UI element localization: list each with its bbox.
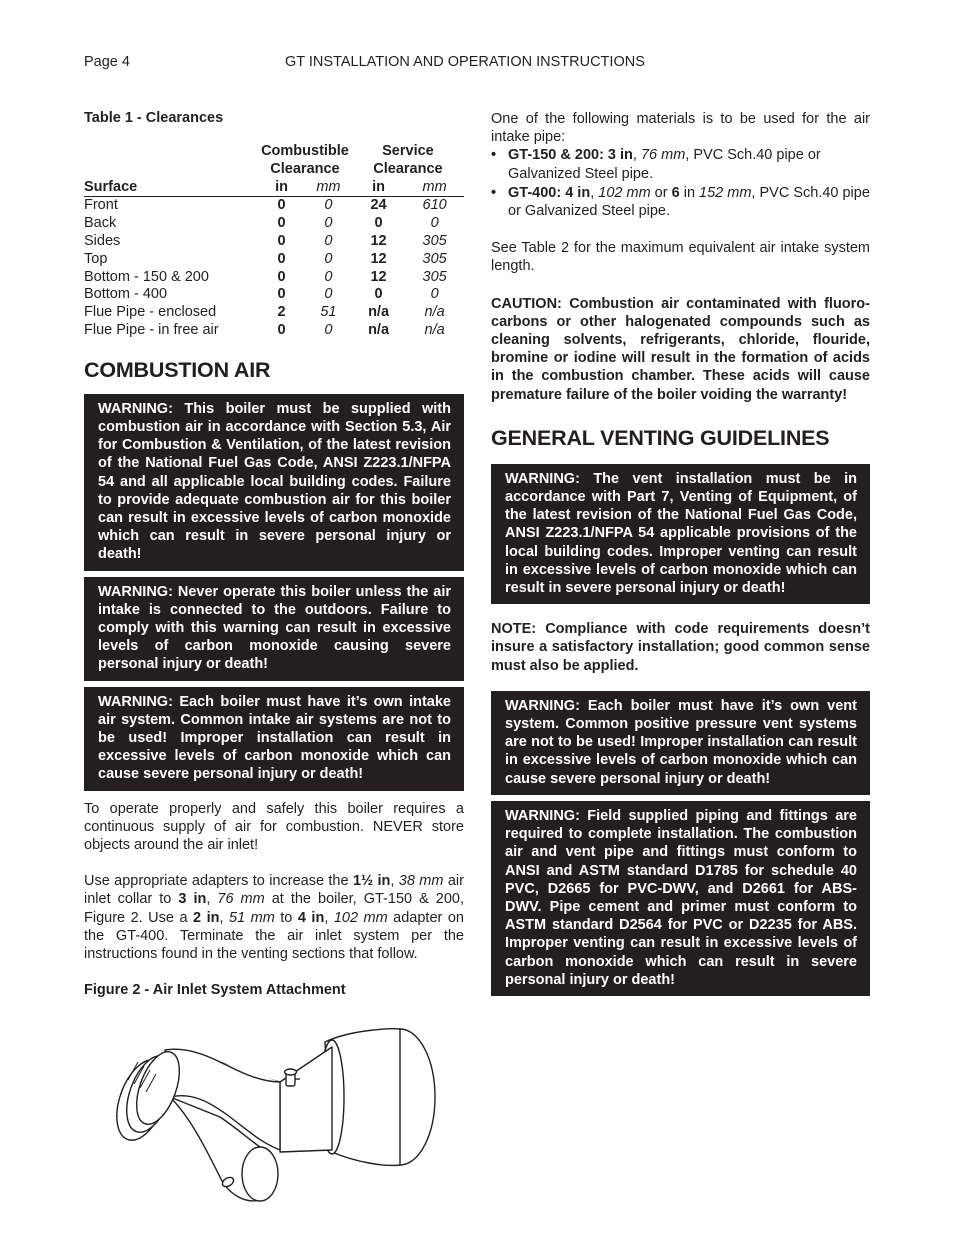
warning-box: WARNING: Never operate this boiler unless the air intake is connected to the outdoors. Failure to comply with this warning can result in excessive levels of carbon monoxide causing severe personal injury or death! <box>84 577 464 681</box>
combustible-mm-cell: 0 <box>324 215 333 232</box>
surface-cell: Flue Pipe - enclosed <box>84 304 217 321</box>
right-column <box>491 110 870 996</box>
unit-in-header: in <box>258 179 305 197</box>
combustible-in-cell: 0 <box>277 197 286 214</box>
adapter-paragraph: Use appropriate adapters to increase the 1½ in, 38 mm air inlet collar to 3 in, 76 mm at the boiler, GT-150 & 200, Figure 2. Use a 2 in, 51 mm to 4 in, 102 mm adapter on the GT-400. Terminate the air inlet system per the instructions found in the venting sections that follow. <box>84 873 464 963</box>
clearances-table <box>84 143 464 340</box>
page-number: Page 4 <box>84 54 130 70</box>
service-in-cell: n/a <box>368 321 390 338</box>
combustible-in-cell: 0 <box>277 321 286 338</box>
table-row <box>84 251 464 269</box>
combustible-mm-cell: 0 <box>324 250 333 267</box>
venting-heading: GENERAL VENTING GUIDELINES <box>491 425 830 450</box>
warning-box: WARNING: Field supplied piping and fittings are required to complete installation. The combustion air and vent pipe and fittings must conform to ANSI and ASTM standard D1785 for schedule 40 PVC, D2665 for PVC-DWV, and D2661 for ABS-DWV. Pipe cement and primer must conform to ASTM standard D2564 for PVC or D2235 for ABS. Improper venting can result in excessive levels of carbon monoxide which can result in severe personal injury or death! <box>491 801 870 996</box>
unit-mm-header: mm <box>405 179 464 197</box>
surface-cell: Bottom - 150 & 200 <box>84 268 209 285</box>
table-row <box>84 286 464 304</box>
combustible-mm-cell: 0 <box>324 268 333 285</box>
service-mm-cell: 305 <box>422 232 447 249</box>
note-paragraph: NOTE: Compliance with code requirements doesn’t insure a satisfactory installation; good common sense must also be applied. <box>491 621 870 674</box>
service-in-cell: n/a <box>368 304 390 321</box>
combustible-mm-cell: 51 <box>320 304 337 321</box>
materials-list <box>491 146 870 220</box>
service-in-cell: 12 <box>370 250 387 267</box>
surface-cell: Flue Pipe - in free air <box>84 321 219 338</box>
combustible-mm-cell: 0 <box>324 197 333 214</box>
list-item: • GT-150 & 200: 3 in, 76 mm, PVC Sch.40 pipe or Galvanized Steel pipe. <box>491 146 870 182</box>
table-row <box>84 197 464 215</box>
table-row <box>84 215 464 233</box>
document-title: GT INSTALLATION AND OPERATION INSTRUCTIONS <box>285 54 645 70</box>
combustible-mm-cell: 0 <box>324 232 333 249</box>
group1-line2: Clearance <box>270 160 340 177</box>
surface-header: Surface <box>84 179 258 197</box>
service-mm-cell: 305 <box>422 268 447 285</box>
service-mm-cell: 0 <box>430 215 439 232</box>
combustible-mm-cell: 0 <box>324 286 333 303</box>
service-mm-cell: n/a <box>424 304 445 321</box>
warning-box: WARNING: The vent installation must be in accordance with Part 7, Venting of Equipment, of the latest revision of the National Fuel Gas Code, ANSI Z223.1/NFPA 54 applicable provisions of the local building codes. Improper venting can result in excessive levels of carbon monoxide which can result in severe personal injury or death! <box>491 464 870 604</box>
table1-title: Table 1 - Clearances <box>84 110 224 126</box>
surface-cell: Front <box>84 197 118 214</box>
surface-cell: Bottom - 400 <box>84 286 168 303</box>
table-row <box>84 269 464 287</box>
group2-line1: Service <box>382 143 434 159</box>
surface-cell: Top <box>84 250 108 267</box>
combustible-in-cell: 0 <box>277 215 286 232</box>
table-row <box>84 304 464 322</box>
unit-mm-header: mm <box>305 179 352 197</box>
air-supply-paragraph: To operate properly and safely this boiler requires a continuous supply of air for combustion. NEVER store objects around the air inlet! <box>84 800 464 854</box>
service-mm-cell: n/a <box>424 321 445 338</box>
left-column <box>84 110 464 998</box>
combustible-in-cell: 0 <box>277 250 286 267</box>
combustible-mm-cell: 0 <box>324 321 333 338</box>
combustible-in-cell: 0 <box>277 268 286 285</box>
warning-box: WARNING: Each boiler must have it’s own intake air system. Common intake air systems are not to be used! Improper installation can result in excessive levels of carbon monoxide which can cause severe personal injury or death! <box>84 687 464 791</box>
service-in-cell: 0 <box>374 215 383 232</box>
table-row <box>84 233 464 251</box>
service-in-cell: 24 <box>370 197 387 214</box>
service-in-cell: 12 <box>370 232 387 249</box>
group1-line1: Combustible <box>261 143 349 159</box>
combustion-air-heading: COMBUSTION AIR <box>84 357 271 382</box>
service-in-cell: 12 <box>370 268 387 285</box>
group2-line2: Clearance <box>373 160 443 177</box>
surface-cell: Sides <box>84 232 121 249</box>
warning-box: WARNING: This boiler must be supplied with combustion air in accordance with Section 5.3, Air for Combustion & Ventilation, of the latest revision of the National Fuel Gas Code, ANSI Z223.1/NFPA 54 and all applicable local building codes. Failure to provide adequate combustion air for this boiler can result in excessive levels of carbon monoxide which can result in severe personal injury or death! <box>84 394 464 571</box>
air-inlet-attachment-drawing <box>110 1022 460 1212</box>
combustible-in-cell: 0 <box>277 286 286 303</box>
list-item: • GT-400: 4 in, 102 mm or 6 in 152 mm, PVC Sch.40 pipe or Galvanized Steel pipe. <box>491 184 870 220</box>
service-mm-cell: 305 <box>422 250 447 267</box>
figure-title: Figure 2 - Air Inlet System Attachment <box>84 982 346 999</box>
materials-intro: One of the following materials is to be used for the air intake pipe: <box>491 111 870 146</box>
service-in-cell: 0 <box>374 286 383 303</box>
combustible-in-cell: 0 <box>277 232 286 249</box>
service-mm-cell: 610 <box>422 197 447 214</box>
surface-cell: Back <box>84 215 117 232</box>
combustible-in-cell: 2 <box>277 304 286 321</box>
table-row <box>84 322 464 340</box>
see-table-paragraph: See Table 2 for the maximum equivalent air intake system length. <box>491 240 870 275</box>
warning-box: WARNING: Each boiler must have it’s own vent system. Common positive pressure vent systems are not to be used! Improper installation can result in excessive levels of carbon monoxide which can cause severe personal injury or death! <box>491 691 870 795</box>
caution-paragraph: CAUTION: Combustion air contaminated with fluoro-carbons or other halogenated compounds such as cleaning solvents, refrigerants, chloride, flouride, bromine or iodine will result in the formation of acids in the combustion chamber. These acids will cause premature failure of the boiler voiding the warranty! <box>491 295 870 403</box>
service-mm-cell: 0 <box>430 286 439 303</box>
unit-in-header: in <box>352 179 405 197</box>
